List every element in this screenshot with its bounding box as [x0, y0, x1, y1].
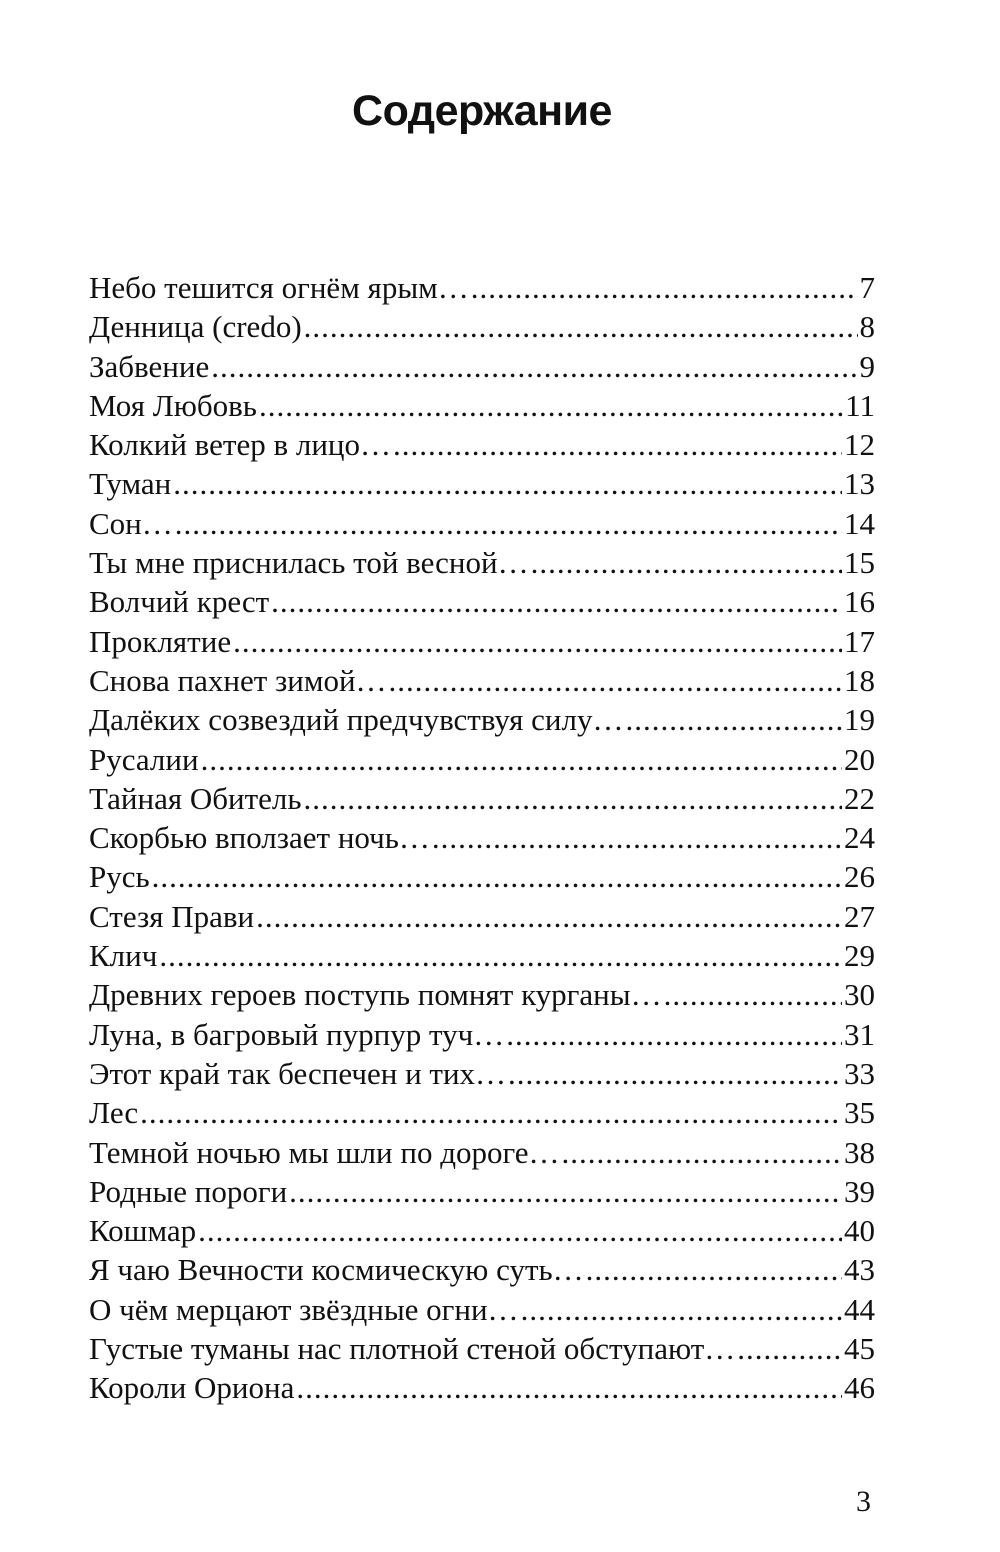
- dot-leader: [289, 1172, 842, 1211]
- toc-entry-page: 9: [859, 348, 875, 384]
- toc-entry: [89, 543, 875, 582]
- dot-leader: [586, 1250, 842, 1289]
- dot-leader: [296, 1368, 842, 1407]
- dot-leader: [471, 268, 858, 307]
- toc-entry: [89, 975, 875, 1014]
- dot-leader: [304, 779, 842, 818]
- toc-entry: [89, 1054, 875, 1093]
- toc-entry-page: 22: [844, 780, 875, 816]
- toc-entry-page: 20: [844, 741, 875, 777]
- toc-entry: [89, 1093, 875, 1132]
- toc-entry-title: Темной ночью мы шли по дороге…: [89, 1134, 560, 1170]
- toc-entry-title: Денница (credo): [89, 309, 302, 345]
- toc-entry: [89, 1133, 875, 1172]
- toc-entry-title: Я чаю Вечности космическую суть…: [89, 1252, 584, 1288]
- toc-entry-page: 44: [844, 1291, 875, 1327]
- toc-entry: [89, 661, 875, 700]
- toc-entry: [89, 464, 875, 503]
- toc-entry-title: Проклятие: [89, 623, 232, 659]
- dot-leader: [175, 504, 842, 543]
- toc-entry-title: Далёких созвездий предчувствуя силу…: [89, 702, 624, 738]
- toc-entry: [89, 700, 875, 739]
- dot-leader: [389, 661, 842, 700]
- toc-entry-page: 31: [844, 1016, 875, 1052]
- toc-entry: [89, 897, 875, 936]
- toc-entry-title: Густые туманы нас плотной стеной обступают…: [89, 1331, 736, 1367]
- toc-entry-title: Забвение: [89, 348, 210, 384]
- toc-entry-title: Луна, в багровый пурпур туч…: [89, 1016, 505, 1052]
- table-of-contents: [89, 268, 875, 1408]
- dot-leader: [271, 582, 842, 621]
- dot-leader: [201, 740, 842, 779]
- dot-leader: [211, 347, 857, 386]
- toc-entry: [89, 582, 875, 621]
- toc-entry: [89, 740, 875, 779]
- toc-entry-title: Лес: [89, 1095, 139, 1131]
- dot-leader: [626, 700, 843, 739]
- toc-entry-page: 14: [844, 505, 875, 541]
- toc-entry: [89, 386, 875, 425]
- toc-entry-page: 16: [844, 584, 875, 620]
- toc-entry-page: 11: [845, 387, 875, 423]
- toc-entry: [89, 857, 875, 896]
- toc-entry: [89, 268, 875, 307]
- toc-entry: [89, 425, 875, 464]
- dot-leader: [506, 1015, 842, 1054]
- toc-entry-page: 30: [844, 977, 875, 1013]
- toc-entry-page: 26: [844, 859, 875, 895]
- toc-entry: [89, 818, 875, 857]
- dot-leader: [198, 1211, 842, 1250]
- toc-entry-title: Колкий ветер в лицо…: [89, 427, 391, 463]
- toc-entry-page: 27: [844, 898, 875, 934]
- toc-entry-page: 18: [844, 662, 875, 698]
- dot-leader: [432, 818, 842, 857]
- dot-leader: [531, 543, 842, 582]
- toc-entry-title: Кошмар: [89, 1213, 197, 1249]
- toc-entry-page: 8: [859, 309, 875, 345]
- dot-leader: [233, 622, 842, 661]
- toc-entry-page: 24: [844, 820, 875, 856]
- dot-leader: [140, 1093, 842, 1132]
- dot-leader: [393, 425, 842, 464]
- toc-entry-page: 33: [844, 1055, 875, 1091]
- toc-entry-page: 29: [844, 938, 875, 974]
- toc-entry-page: 7: [859, 270, 875, 305]
- toc-entry-title: Сон…: [89, 505, 173, 541]
- toc-entry-title: Русь: [89, 859, 150, 895]
- toc-entry-title: Ты мне приснилась той весной…: [89, 545, 529, 581]
- toc-entry: [89, 504, 875, 543]
- toc-entry-title: Моя Любовь: [89, 387, 257, 423]
- dot-leader: [562, 1133, 842, 1172]
- toc-entry: [89, 622, 875, 661]
- toc-entry-title: Клич: [89, 938, 158, 974]
- toc-entry: [89, 1368, 875, 1407]
- toc-entry-page: 12: [844, 427, 875, 463]
- toc-entry-page: 39: [844, 1173, 875, 1209]
- toc-entry-title: Туман: [89, 466, 172, 502]
- toc-entry: [89, 1211, 875, 1250]
- toc-entry: [89, 1172, 875, 1211]
- toc-entry-page: 13: [844, 466, 875, 502]
- toc-entry-page: 17: [844, 623, 875, 659]
- dot-leader: [173, 464, 842, 503]
- toc-entry: [89, 936, 875, 975]
- toc-entry: [89, 1290, 875, 1329]
- dot-leader: [259, 386, 843, 425]
- dot-leader: [159, 936, 842, 975]
- toc-entry: [89, 307, 875, 346]
- toc-entry: [89, 779, 875, 818]
- toc-entry-title: О чём мерцают звёздные огни…: [89, 1291, 519, 1327]
- toc-entry: [89, 1329, 875, 1368]
- toc-entry: [89, 347, 875, 386]
- toc-entry-title: Русалии: [89, 741, 199, 777]
- toc-entry-title: Волчий крест: [89, 584, 270, 620]
- toc-entry-page: 15: [844, 545, 875, 581]
- toc-entry-title: Скорбью вползает ночь…: [89, 820, 430, 856]
- dot-leader: [304, 307, 858, 346]
- toc-entry-title: Тайная Обитель: [89, 780, 302, 816]
- toc-entry-page: 40: [844, 1213, 875, 1249]
- dot-leader: [152, 857, 842, 896]
- toc-entry-page: 35: [844, 1095, 875, 1131]
- toc-entry-page: 46: [844, 1370, 875, 1406]
- page-number: 3: [856, 1485, 871, 1518]
- toc-entry-page: 45: [844, 1331, 875, 1367]
- dot-leader: [737, 1329, 842, 1368]
- toc-entry: [89, 1250, 875, 1289]
- dot-leader: [256, 897, 842, 936]
- dot-leader: [508, 1054, 842, 1093]
- toc-entry-page: 19: [844, 702, 875, 738]
- toc-entry-title: Короли Ориона: [89, 1370, 295, 1406]
- toc-entry-page: 38: [844, 1134, 875, 1170]
- toc-entry-title: Стезя Прави: [89, 898, 255, 934]
- dot-leader: [521, 1290, 842, 1329]
- toc-entry-title: Этот край так беспечен и тих…: [89, 1055, 507, 1091]
- toc-entry-title: Родные пороги: [89, 1173, 288, 1209]
- toc-entry-title: Древних героев поступь помнят курганы…: [89, 977, 662, 1013]
- toc-entry-title: Небо тешится огнём ярым…: [89, 270, 469, 305]
- toc-entry-title: Снова пахнет зимой…: [89, 662, 387, 698]
- toc-entry-page: 43: [844, 1252, 875, 1288]
- toc-entry: [89, 1015, 875, 1054]
- page-title: Содержание: [352, 87, 612, 135]
- dot-leader: [664, 975, 842, 1014]
